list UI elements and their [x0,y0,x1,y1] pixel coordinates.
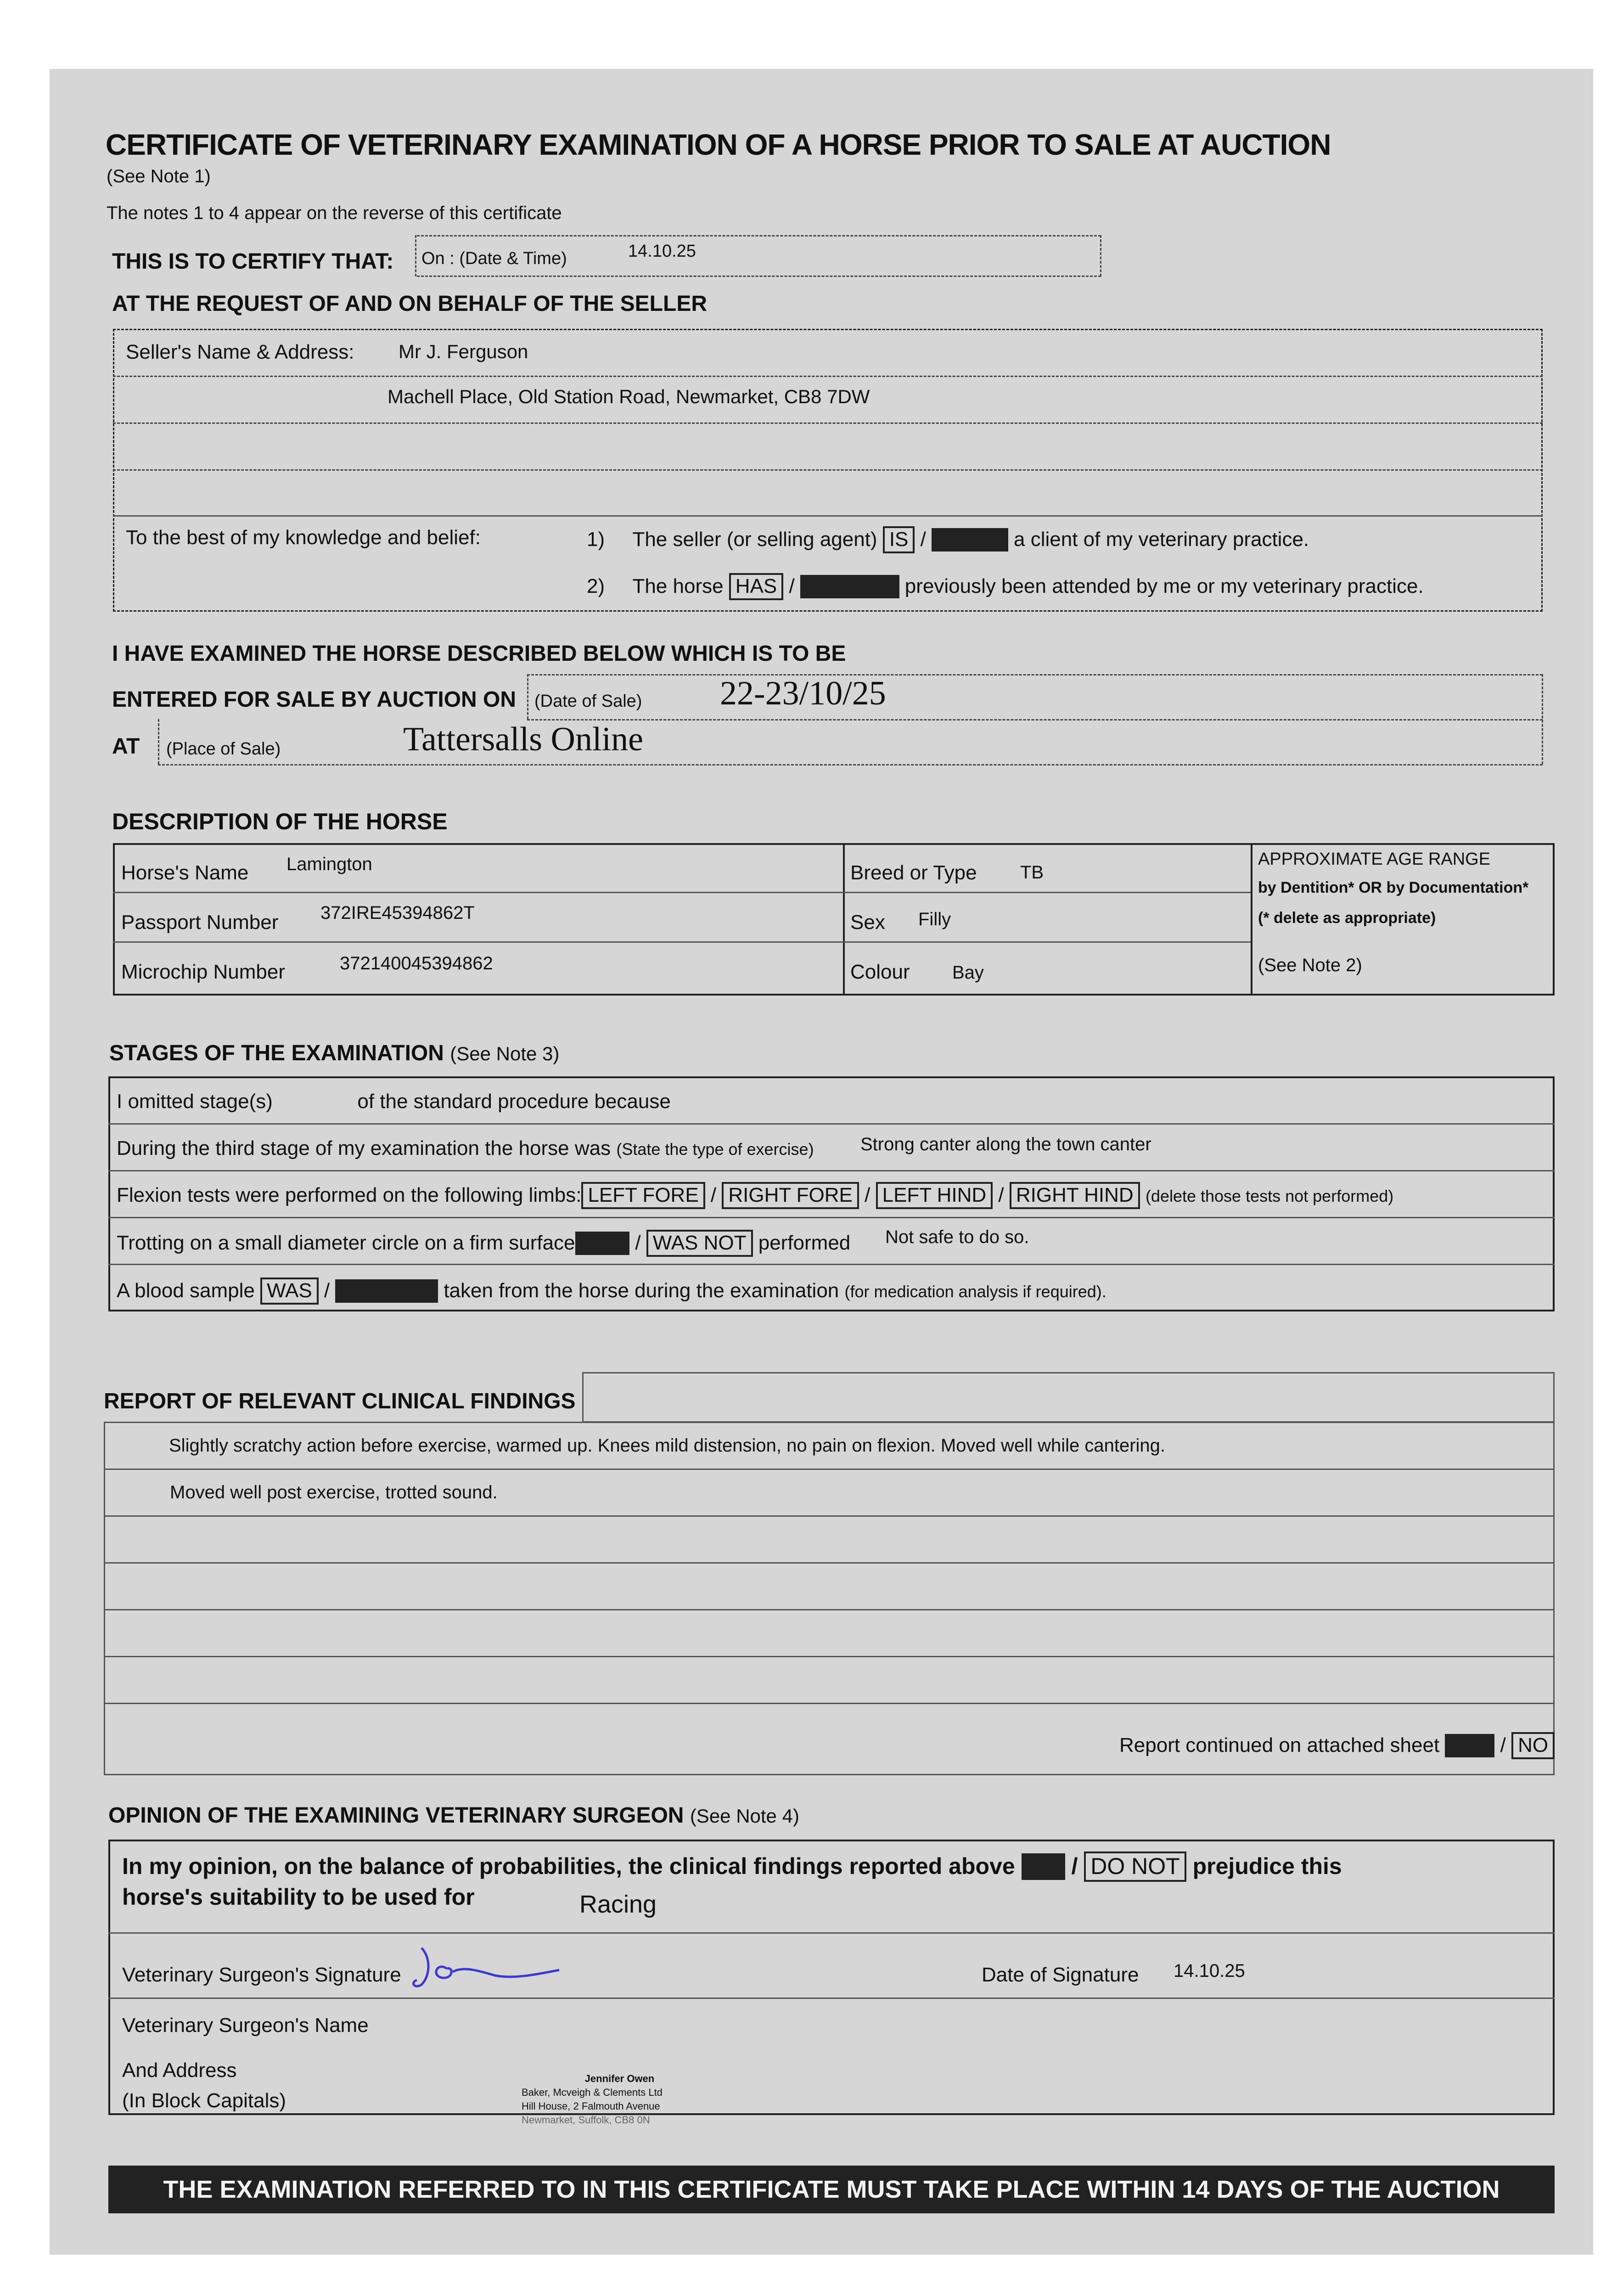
flexion-right-fore: RIGHT FORE [722,1182,859,1209]
omitted-row: I omitted stage(s) of the standard procedure because [117,1090,671,1113]
blood-was: WAS [260,1277,319,1305]
is-option: IS [883,526,915,553]
place-of-sale-value: Tattersalls Online [403,720,643,758]
flexion-left-fore: LEFT FORE [581,1182,705,1209]
date-of-sale-value: 22-23/10/25 [720,675,886,712]
is-not-option-struck: IS NOT [932,528,1008,551]
opinion-do-struck: DO [1022,1853,1065,1880]
date-of-sale-label: (Date of Sale) [534,692,642,711]
findings-heading: REPORT OF RELEVANT CLINICAL FINDINGS [104,1389,576,1413]
blood-sample-row: A blood sample WAS / WAS NOT taken from the horse during the examination (for medication analysis if required). [117,1277,1106,1305]
has-option: HAS [729,573,783,600]
trotting-was-struck: WAS [575,1232,630,1255]
place-of-sale-label: (Place of Sale) [166,739,281,759]
notes-line: The notes 1 to 4 appear on the reverse of this certificate [107,203,562,223]
continued-yes-struck: YES [1445,1734,1494,1757]
see-note-1: (See Note 1) [107,166,211,186]
breed-value: TB [1020,862,1044,883]
breed-label: Breed or Type [850,861,977,884]
sex-label: Sex [850,911,885,934]
trotting-value: Not safe to do so. [885,1227,1029,1247]
signature-label: Veterinary Surgeon's Signature [122,1964,401,1986]
signature-date-value: 14.10.25 [1174,1961,1245,1981]
trotting-was-not: WAS NOT [646,1230,753,1257]
flexion-row: Flexion tests were performed on the following limbs: LEFT FORE / RIGHT FORE / LEFT HIND / RIGHT HIND (delete those tests not performed) [117,1182,1393,1209]
finding-line-1: Slightly scratchy action before exercise, warmed up. Knees mild distension, no pain on flexion. Moved well while cantering. [169,1435,1165,1456]
colour-value: Bay [952,962,984,983]
knowledge-item-1: 1) The seller (or selling agent) IS / IS NOT a client of my veterinary practice. [587,526,1309,553]
colour-label: Colour [850,961,910,983]
on-date-label: On : (Date & Time) [421,249,567,268]
passport-label: Passport Number [121,911,279,934]
certificate-sheet [50,69,1593,2255]
age-range-by: by Dentition* OR by Documentation* [1258,879,1529,896]
opinion-purpose: Racing [579,1891,657,1918]
signature-date-label: Date of Signature [982,1964,1139,1986]
vet-address-label: And Address [122,2059,237,2082]
opinion-heading: OPINION OF THE EXAMINING VETERINARY SURGEON (See Note 4) [108,1803,799,1828]
knowledge-label: To the best of my knowledge and belief: [126,526,481,549]
on-date-value: 14.10.25 [628,242,696,261]
finding-line-2: Moved well post exercise, trotted sound. [170,1482,498,1503]
opinion-do-not: DO NOT [1084,1851,1186,1882]
block-capitals-label: (In Block Capitals) [122,2089,286,2112]
age-range-title: APPROXIMATE AGE RANGE [1258,850,1491,869]
sex-value: Filly [918,909,951,929]
opinion-line-2: horse's suitability to be used for [122,1884,475,1910]
opinion-line-1: In my opinion, on the balance of probabilities, the clinical findings reported above DO / DO NOT prejudice this [122,1851,1342,1882]
vet-name-label: Veterinary Surgeon's Name [122,2014,369,2037]
knowledge-item-2: 2) The horse HAS / HAS NOT previously been attended by me or my veterinary practice. [587,573,1424,600]
request-heading: AT THE REQUEST OF AND ON BEHALF OF THE SELLER [112,292,707,316]
vet-stamp: Jennifer Owen Baker, Mcveigh & Clements Ltd Hill House, 2 Falmouth Avenue Newmarket, Suffolk, CB8 0N [522,2073,663,2126]
horse-name-label: Horse's Name [121,861,249,884]
page-title: CERTIFICATE OF VETERINARY EXAMINATION OF A HORSE PRIOR TO SALE AT AUCTION [106,128,1331,161]
examined-line-1: I HAVE EXAMINED THE HORSE DESCRIBED BELOW WHICH IS TO BE [112,642,846,666]
microchip-value: 372140045394862 [340,953,493,974]
findings-box [104,1422,1555,1775]
continued-no: NO [1511,1732,1555,1759]
age-range-note: (See Note 2) [1258,955,1362,975]
flexion-right-hind: RIGHT HIND [1010,1182,1140,1209]
third-stage-value: Strong canter along the town canter [860,1134,1151,1154]
footer-banner: THE EXAMINATION REFERRED TO IN THIS CERTIFICATE MUST TAKE PLACE WITHIN 14 DAYS OF THE AUCTION [108,2166,1555,2213]
report-continued: Report continued on attached sheet YES / NO [1119,1732,1555,1759]
seller-address: Machell Place, Old Station Road, Newmarket, CB8 7DW [387,386,870,407]
signature-image [403,1943,568,1998]
seller-name-label: Seller's Name & Address: [126,341,354,363]
has-not-option-struck: HAS NOT [800,575,899,598]
certify-label: THIS IS TO CERTIFY THAT: [112,249,394,274]
microchip-label: Microchip Number [121,961,285,983]
description-heading: DESCRIPTION OF THE HORSE [112,809,448,834]
third-stage-row: During the third stage of my examination the horse was (State the type of exercise) [117,1137,814,1159]
age-range-delete: (* delete as appropriate) [1258,909,1436,927]
examined-line-2: ENTERED FOR SALE BY AUCTION ON [112,687,517,712]
passport-value: 372IRE45394862T [320,903,475,923]
stages-heading: STAGES OF THE EXAMINATION (See Note 3) [109,1041,560,1065]
horse-name-value: Lamington [286,854,372,874]
flexion-left-hind: LEFT HIND [876,1182,993,1209]
seller-name: Mr J. Ferguson [399,341,528,362]
trotting-row: Trotting on a small diameter circle on a firm surface WAS / WAS NOT performed [117,1230,850,1257]
blood-was-not-struck: WAS NOT [335,1279,438,1303]
at-label: AT [112,734,140,759]
